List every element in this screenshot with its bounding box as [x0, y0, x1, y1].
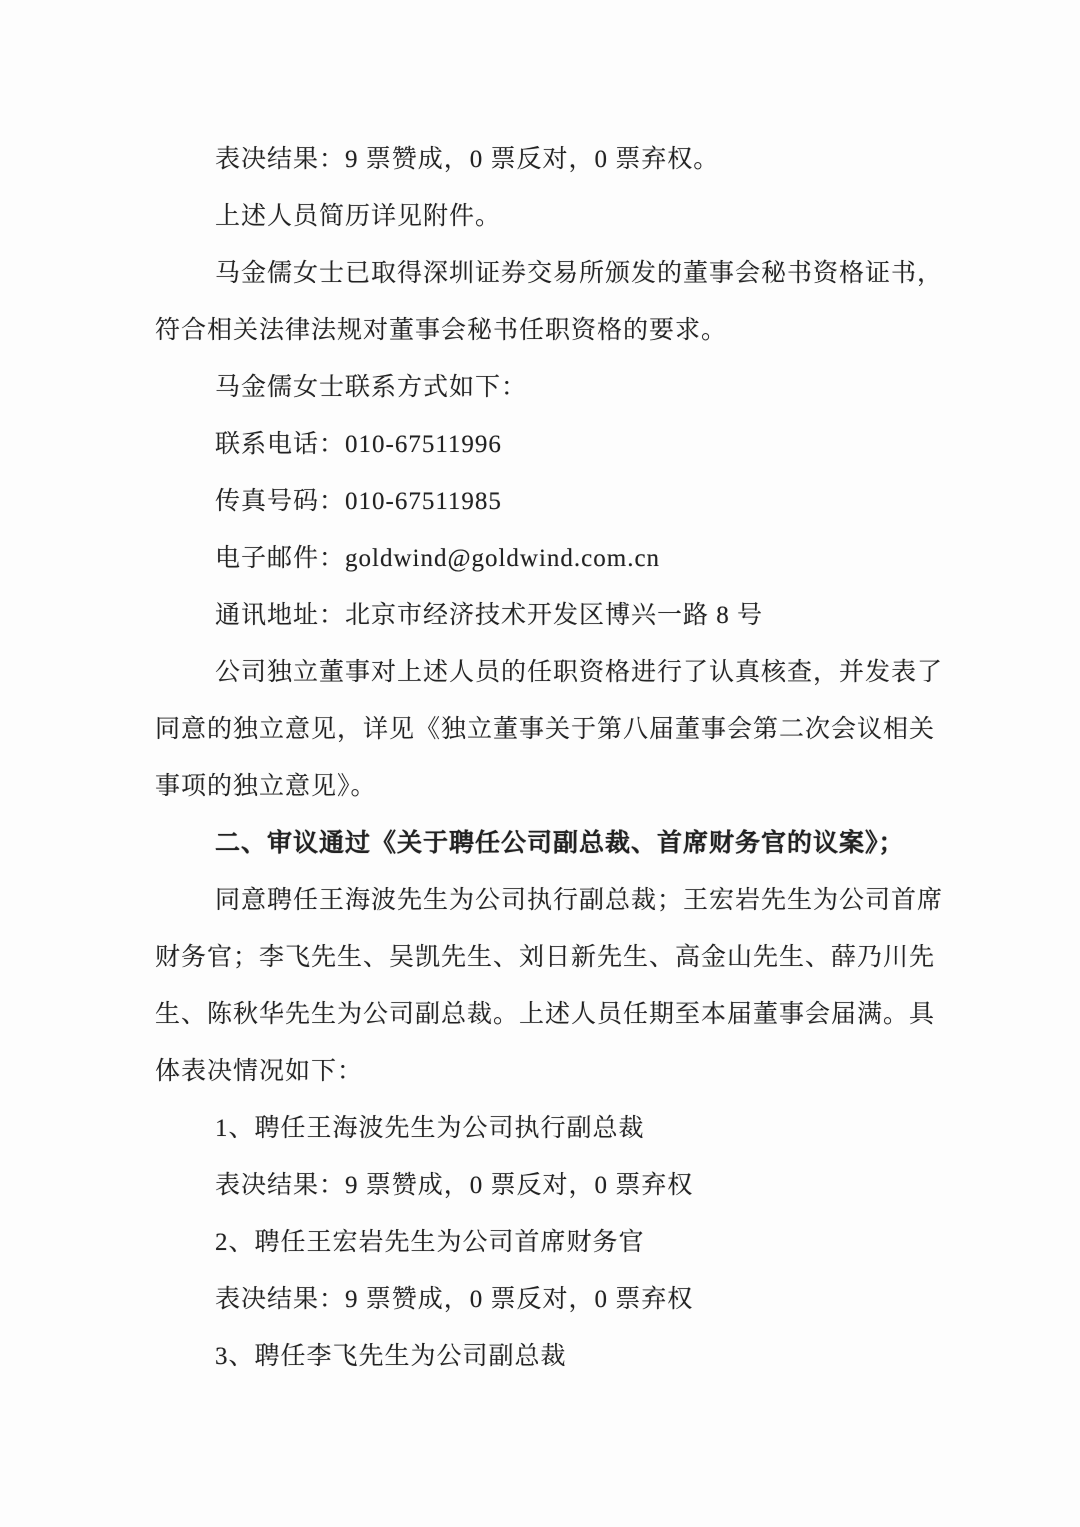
independent-opinion-line-3: 事项的独立意见》。 — [155, 773, 377, 800]
appointment-item-2-line: 2、聘任王宏岩先生为公司首席财务官 — [215, 1229, 645, 1256]
appointment-item-2-vote-result: 表决结果：9 票赞成，0 票反对，0 票弃权 — [215, 1286, 694, 1313]
contact-fax-line: 传真号码：010-67511985 — [215, 488, 502, 515]
contact-intro-line: 马金儒女士联系方式如下： — [215, 374, 528, 401]
appointment-item-1-vote-result: 表决结果：9 票赞成，0 票反对，0 票弃权 — [215, 1172, 694, 1199]
contact-phone-line: 联系电话：010-67511996 — [215, 431, 502, 458]
vote-result-line: 表决结果：9 票赞成，0 票反对，0 票弃权。 — [215, 146, 720, 173]
appointment-paragraph-line-3: 生、陈秋华先生为公司副总裁。上述人员任期至本届董事会届满。具 — [155, 1001, 936, 1028]
appointment-paragraph-line-4: 体表决情况如下： — [155, 1058, 364, 1085]
document-body — [155, 131, 955, 1385]
contact-email-line: 电子邮件：goldwind@goldwind.com.cn — [215, 545, 661, 572]
appointment-paragraph-line-2: 财务官；李飞先生、吴凯先生、刘日新先生、高金山先生、薛乃川先 — [155, 944, 936, 971]
appointment-item-3-line: 3、聘任李飞先生为公司副总裁 — [215, 1343, 567, 1370]
appointment-paragraph-line-1: 同意聘任王海波先生为公司执行副总裁；王宏岩先生为公司首席 — [215, 887, 944, 914]
agenda-item-2-heading: 二、审议通过《关于聘任公司副总裁、首席财务官的议案》； — [215, 830, 905, 857]
appointment-item-1-line: 1、聘任王海波先生为公司执行副总裁 — [215, 1115, 645, 1142]
independent-opinion-line-1: 公司独立董事对上述人员的任职资格进行了认真核查，并发表了 — [215, 659, 944, 686]
secretary-qualification-line-2: 符合相关法律法规对董事会秘书任职资格的要求。 — [155, 317, 728, 344]
contact-address-line: 通讯地址：北京市经济技术开发区博兴一路 8 号 — [215, 602, 764, 629]
secretary-qualification-line-1: 马金儒女士已取得深圳证券交易所颁发的董事会秘书资格证书， — [215, 260, 944, 287]
resume-attachment-note-line: 上述人员简历详见附件。 — [215, 203, 502, 230]
independent-opinion-line-2: 同意的独立意见，详见《独立董事关于第八届董事会第二次会议相关 — [155, 716, 936, 743]
